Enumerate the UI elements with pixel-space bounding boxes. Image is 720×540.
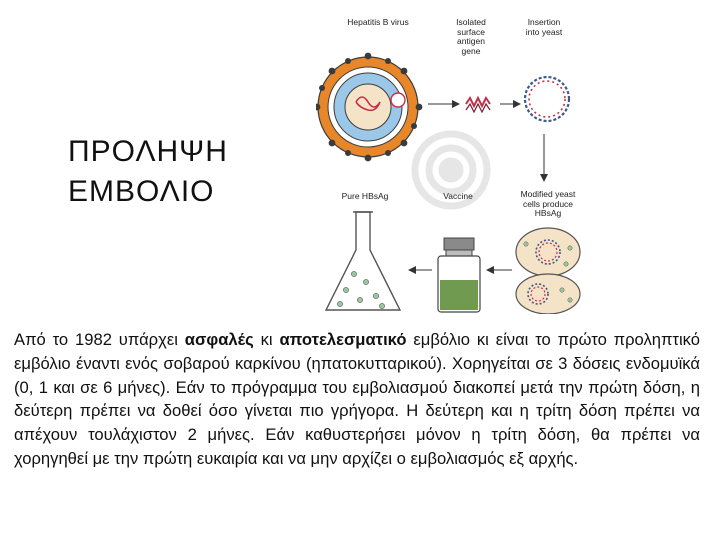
emphasis-safe: ασφαλές bbox=[184, 330, 254, 349]
plasmid-icon bbox=[525, 77, 569, 121]
label-virus: Hepatitis B virus bbox=[347, 17, 409, 27]
label-insertion: Insertion into yeast bbox=[525, 17, 563, 37]
gene-icon bbox=[466, 98, 490, 112]
label-vaccine: Vaccine bbox=[443, 191, 473, 201]
yeast-cells-icon bbox=[516, 228, 580, 314]
label-gene: Isolated surface antigen gene bbox=[456, 17, 486, 56]
slide-title bbox=[68, 132, 268, 212]
hepatitis-b-vaccine-diagram bbox=[316, 12, 586, 314]
text-part-3: εμβόλιο κι είναι το πρώτο προληπτικό εμβόλιο έναντι ενός σοβαρού καρκίνου (ηπατοκυτταρικού). Χορηγείται σε 3 δόσεις ενδομυϊκά (0, 1 και σε 6 μήνες). Εάν το πρόγραμμα του εμβολιασμού διακοπεί μετά την πρώτη δόση, η δεύτερη πρέπει να δοθεί όσο γίνεται πιο γρήγορα. Η δεύτερη και η τρίτη δόση πρέπει να απέχουν τουλάχιστον 2 μήνες. Εάν καθυστερήσει μόνον η τρίτη δόση, θα πρέπει να χορηγηθεί με την πρώτη ευκαιρία και να μην αρχίζει ο εμβολιασμός εξ αρχής. bbox=[14, 330, 700, 468]
emphasis-effective: αποτελεσματικό bbox=[279, 330, 407, 349]
vaccine-vial-icon bbox=[438, 238, 480, 312]
label-modified: Modified yeast cells produce HBsAg bbox=[520, 189, 576, 218]
virus-icon bbox=[316, 53, 422, 162]
title-line-1: ΠΡΟΛΗΨΗ bbox=[68, 135, 228, 168]
label-pure: Pure HBsAg bbox=[341, 191, 389, 201]
title-line-2: ΕΜΒΟΛΙΟ bbox=[68, 175, 215, 208]
text-part-2: κι bbox=[253, 330, 280, 349]
diagram-graphics bbox=[316, 12, 586, 314]
text-part-1: Από το 1982 υπάρχει bbox=[14, 330, 185, 349]
flask-icon bbox=[326, 212, 400, 310]
body-paragraph bbox=[14, 328, 700, 471]
